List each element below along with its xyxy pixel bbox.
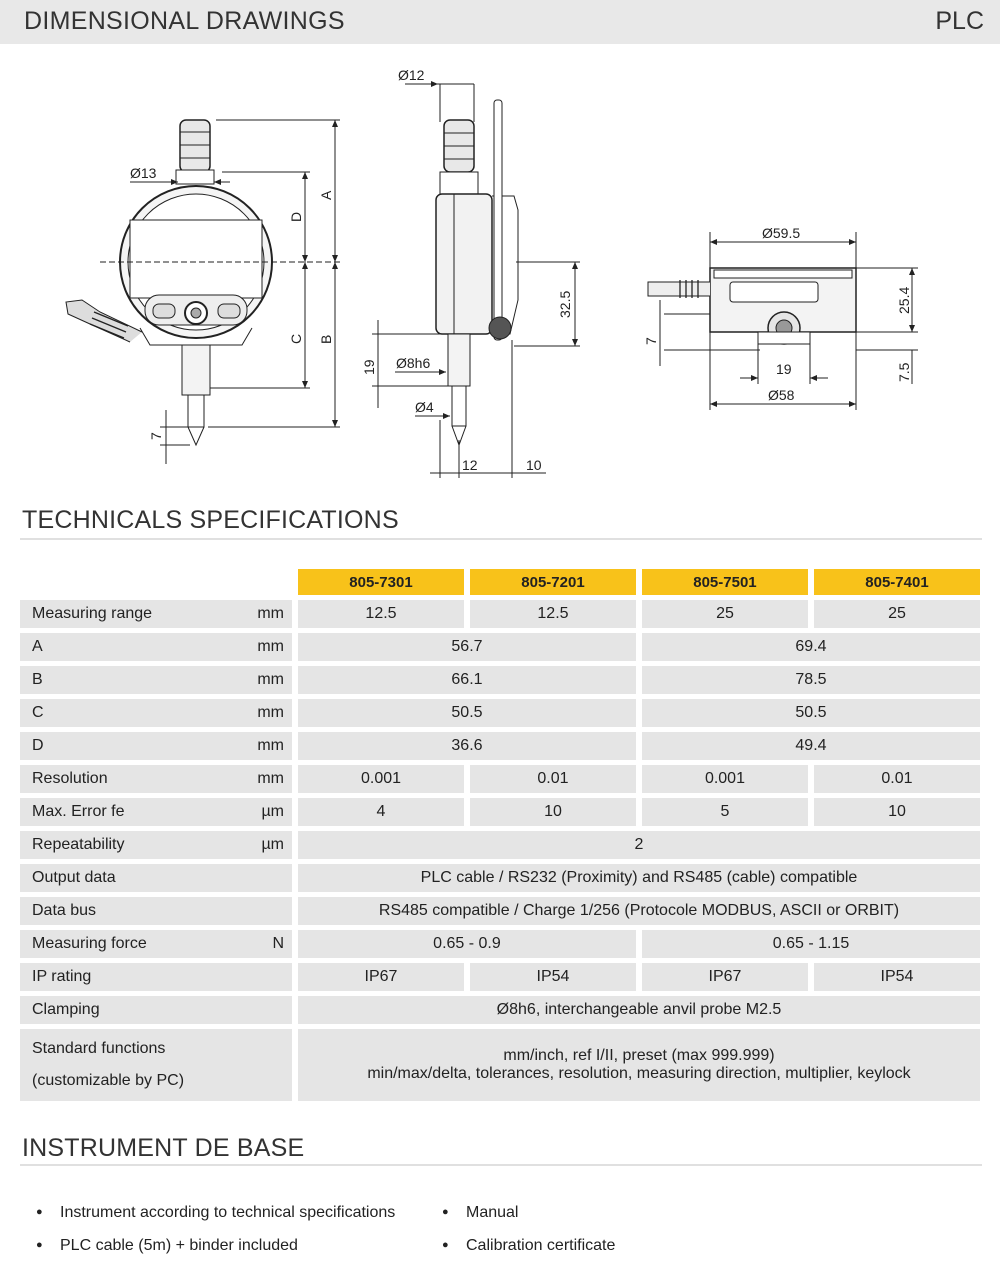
table-row: Measuring force N 0.65 - 0.9 0.65 - 1.15 [20,930,980,958]
base-title: INSTRUMENT DE BASE [22,1134,305,1162]
header-bar [0,0,1000,44]
label-d8h6: Ø8h6 [396,355,431,371]
list-item: ● PLC cable (5m) + binder included [38,1237,298,1255]
model-805-7201: 805-7201 [470,569,636,595]
page-title: DIMENSIONAL DRAWINGS [24,7,345,35]
table-header-row [20,569,980,595]
model-805-7401: 805-7401 [814,569,980,595]
dimensional-drawings [0,55,1000,485]
list-item: ● Instrument according to technical specifications [38,1204,395,1222]
label-D: D [288,211,304,222]
table-row: A mm 56.7 69.4 [20,633,980,661]
list-item: ● Manual [444,1204,518,1222]
front-view [66,120,272,445]
top-view [648,268,856,344]
spec-table [20,564,980,1106]
label-d13: Ø13 [130,165,157,181]
table-row: B mm 66.1 78.5 [20,666,980,694]
label-seven-left: 7 [148,432,164,440]
table-row: Measuring range mm 12.5 12.5 25 25 [20,600,980,628]
model-805-7501: 805-7501 [642,569,808,595]
label-d59: Ø59.5 [762,225,801,241]
label-sevenfive: 7.5 [896,362,912,382]
label-twelve: 12 [462,457,478,473]
specs-rule [20,538,982,540]
model-805-7301: 805-7301 [298,569,464,595]
product-line-label: PLC [935,7,984,35]
label-nineteen-right: 19 [776,361,792,377]
table-row: Resolution mm 0.001 0.01 0.001 0.01 [20,765,980,793]
table-row: Repeatability µm 2 [20,831,980,859]
list-item: ● Calibration certificate [444,1237,615,1255]
label-d12: Ø12 [398,67,425,83]
specs-title: TECHNICALS SPECIFICATIONS [22,506,399,534]
label-seven-right: 7 [643,337,659,345]
base-rule [20,1164,982,1166]
label-d58: Ø58 [768,387,795,403]
label-twentyfive: 25.4 [896,286,912,314]
side-view [436,100,518,445]
table-row: C mm 50.5 50.5 [20,699,980,727]
table-row: Output data PLC cable / RS232 (Proximity) and RS485 (cable) compatible [20,864,980,892]
label-ten: 10 [526,457,542,473]
label-d4: Ø4 [415,399,434,415]
table-row: Data bus RS485 compatible / Charge 1/256 (Protocole MODBUS, ASCII or ORBIT) [20,897,980,925]
table-row: IP rating IP67 IP54 IP67 IP54 [20,963,980,991]
label-C: C [288,333,304,344]
table-row: D mm 36.6 49.4 [20,732,980,760]
label-A: A [318,190,334,200]
label-nineteen-left: 19 [361,359,377,375]
table-row: Clamping Ø8h6, interchangeable anvil probe M2.5 [20,996,980,1024]
table-row: Standard functions (customizable by PC) mm/inch, ref I/II, preset (max 999.999) min/max/delta, tolerances, resolution, measuring direction, multiplier, keylock [20,1029,980,1101]
table-row: Max. Error fe µm 4 10 5 10 [20,798,980,826]
label-thirtytwo: 32.5 [557,290,573,318]
label-B: B [318,334,334,344]
